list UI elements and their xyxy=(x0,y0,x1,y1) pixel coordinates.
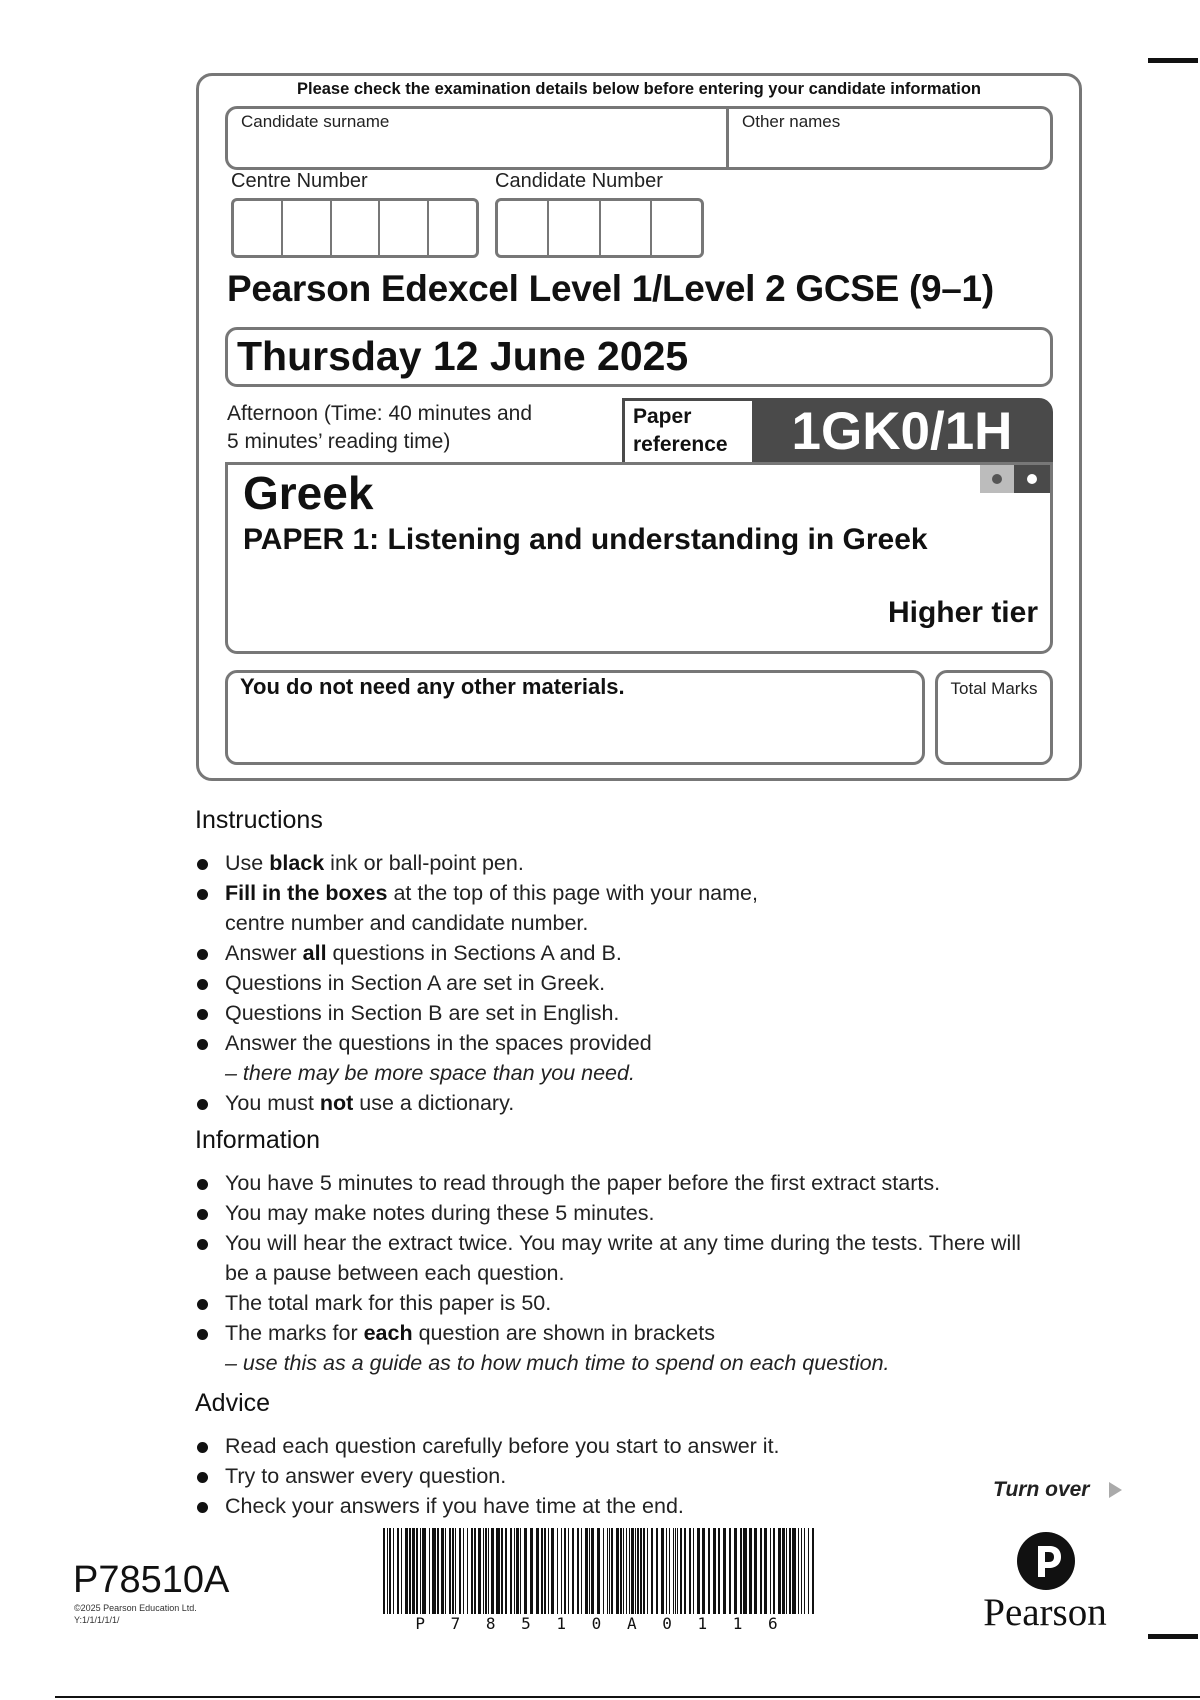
list-item: You will hear the extract twice. You may write at any time during the tests. There will be a pause between each question. xyxy=(195,1228,1095,1288)
list-item: Read each question carefully before you start to answer it. xyxy=(195,1431,955,1461)
candidate-digit-box[interactable] xyxy=(498,201,549,255)
barcode-bar xyxy=(491,1528,494,1614)
barcode-bar xyxy=(623,1528,624,1614)
materials-note: You do not need any other materials. xyxy=(240,674,625,699)
paper-reference-code: 1GK0/1H xyxy=(791,402,1013,461)
barcode-bar xyxy=(455,1528,456,1614)
list-item: Use black ink or ball-point pen. xyxy=(195,848,1095,878)
barcode-bar xyxy=(383,1528,385,1614)
barcode-bar xyxy=(474,1528,476,1614)
barcode-bar xyxy=(789,1528,791,1614)
barcode-bar xyxy=(669,1528,670,1614)
barcode-bar xyxy=(743,1528,747,1614)
centre-digit-box[interactable] xyxy=(234,201,283,255)
barcode-bar xyxy=(812,1528,814,1614)
paper-label-line1: Paper xyxy=(633,405,692,428)
barcode-bar xyxy=(505,1528,507,1614)
barcode-bar xyxy=(754,1528,757,1614)
barcode-bar xyxy=(718,1528,720,1614)
paper-title-text: Listening and understanding in Greek xyxy=(387,523,928,556)
centre-digit-box[interactable] xyxy=(332,201,381,255)
turn-over xyxy=(993,1478,1122,1502)
copyright: ©2025 Pearson Education Ltd. xyxy=(74,1603,197,1613)
list-item: Questions in Section A are set in Greek. xyxy=(195,968,1095,998)
barcode-text: P 7 8 5 1 0 A 0 1 1 6 xyxy=(415,1614,786,1633)
barcode-bar xyxy=(782,1528,785,1614)
barcode-bar xyxy=(693,1528,694,1614)
barcode-bar xyxy=(597,1528,600,1614)
barcode-bar xyxy=(429,1528,430,1614)
barcode-bar xyxy=(445,1528,446,1614)
barcode-bar xyxy=(656,1528,658,1614)
barcode-bar xyxy=(798,1528,799,1614)
barcode-bar xyxy=(631,1528,634,1614)
registration-mark-bottom xyxy=(1148,1634,1198,1639)
barcode-bar xyxy=(740,1528,742,1614)
barcode-bar xyxy=(572,1528,574,1614)
barcode-bar xyxy=(661,1528,664,1614)
barcode-bar xyxy=(485,1528,487,1614)
turn-over-label: Turn over xyxy=(993,1478,1090,1501)
barcode-bar xyxy=(401,1528,402,1614)
instructions-heading: Instructions xyxy=(195,806,323,834)
barcode-bar xyxy=(773,1528,775,1614)
barcode-bar xyxy=(629,1528,630,1614)
exam-date: Thursday 12 June 2025 xyxy=(237,333,689,379)
barcode-bar xyxy=(561,1528,562,1614)
barcode-bar xyxy=(452,1528,454,1614)
candidate-surname-label: Candidate surname xyxy=(241,112,390,131)
candidate-digit-box[interactable] xyxy=(601,201,652,255)
barcode-bar xyxy=(643,1528,645,1614)
barcode-bar xyxy=(524,1528,527,1614)
pearson-brand: Pearson xyxy=(983,1591,1107,1634)
paper-label-line2: reference xyxy=(633,433,728,456)
list-item: Answer all questions in Sections A and B. xyxy=(195,938,1095,968)
barcode-bar xyxy=(544,1528,546,1614)
paper-reference-label xyxy=(633,403,728,459)
list-item: Fill in the boxes at the top of this page with your name, centre number and candidate number. xyxy=(195,878,1095,938)
barcode-bar xyxy=(770,1528,771,1614)
registration-mark-top xyxy=(1148,58,1198,63)
centre-digit-box[interactable] xyxy=(283,201,332,255)
list-item: Questions in Section B are set in English. xyxy=(195,998,1095,1028)
barcode xyxy=(383,1528,818,1614)
barcode-bar xyxy=(808,1528,809,1614)
information-heading: Information xyxy=(195,1126,321,1154)
barcode-bar xyxy=(603,1528,604,1614)
candidate-digit-box[interactable] xyxy=(549,201,600,255)
barcode-bar xyxy=(557,1528,558,1614)
list-item: Answer the questions in the spaces provided – there may be more space than you need. xyxy=(195,1028,1095,1088)
barcode-bar xyxy=(536,1528,539,1614)
barcode-bar xyxy=(496,1528,500,1614)
barcode-bar xyxy=(478,1528,481,1614)
tier-label: Higher tier xyxy=(887,596,1038,629)
subject-title: Greek xyxy=(243,467,374,519)
barcode-bar xyxy=(689,1528,691,1614)
barcode-bar xyxy=(488,1528,489,1614)
barcode-bar xyxy=(620,1528,622,1614)
barcode-bar xyxy=(673,1528,674,1614)
barcode-bar xyxy=(548,1528,549,1614)
check-note: Please check the examination details below before entering your candidate information xyxy=(296,80,981,98)
barcode-bar xyxy=(647,1528,648,1614)
barcode-bar xyxy=(467,1528,468,1614)
barcode-bar xyxy=(412,1528,415,1614)
list-item: Try to answer every question. xyxy=(195,1461,955,1491)
barcode-bar xyxy=(422,1528,426,1614)
barcode-bar xyxy=(393,1528,394,1614)
barcode-bar xyxy=(520,1528,521,1614)
barcode-bar xyxy=(804,1528,805,1614)
barcode-bar xyxy=(483,1528,484,1614)
barcode-bar xyxy=(778,1528,781,1614)
centre-digit-box[interactable] xyxy=(380,201,429,255)
barcode-bar xyxy=(729,1528,731,1614)
barcode-bar xyxy=(589,1528,590,1614)
barcode-bar xyxy=(577,1528,579,1614)
barcode-bar xyxy=(702,1528,705,1614)
barcode-bar xyxy=(792,1528,796,1614)
barcode-bar xyxy=(749,1528,752,1614)
barcode-bar xyxy=(680,1528,682,1614)
candidate-number-label: Candidate Number xyxy=(495,170,663,192)
barcode-bar xyxy=(760,1528,762,1614)
barcode-bar xyxy=(637,1528,639,1614)
barcode-bar xyxy=(409,1528,411,1614)
name-divider xyxy=(726,106,729,170)
barcode-bar xyxy=(441,1528,444,1614)
barcode-bar xyxy=(510,1528,512,1614)
barcode-bar xyxy=(666,1528,667,1614)
barcode-bar xyxy=(786,1528,787,1614)
barcode-bar xyxy=(675,1528,676,1614)
session-time xyxy=(227,400,532,456)
session-time-line1: Afternoon (Time: 40 minutes and xyxy=(227,402,533,425)
barcode-bar xyxy=(611,1528,613,1614)
barcode-bar xyxy=(501,1528,503,1614)
barcode-bar xyxy=(387,1528,388,1614)
barcode-bar xyxy=(463,1528,464,1614)
centre-number-boxes[interactable] xyxy=(231,198,479,258)
session-time-line2: 5 minutes’ reading time) xyxy=(227,430,451,453)
paper-title xyxy=(243,523,928,557)
barcode-bar xyxy=(581,1528,582,1614)
barcode-bar xyxy=(516,1528,519,1614)
advice-heading: Advice xyxy=(195,1389,271,1417)
list-item: You must not use a dictionary. xyxy=(195,1088,1095,1118)
barcode-bar xyxy=(713,1528,716,1614)
barcode-bar xyxy=(551,1528,554,1614)
triangle-right-icon xyxy=(1109,1482,1122,1498)
barcode-bar xyxy=(397,1528,399,1614)
barcode-bar xyxy=(640,1528,642,1614)
list-item: You may make notes during these 5 minutes. xyxy=(195,1198,1095,1228)
barcode-bar xyxy=(764,1528,767,1614)
instructions-list xyxy=(195,848,1095,1118)
list-item: The marks for each question are shown in brackets – use this as a guide as to how much time to spend on each question. xyxy=(195,1318,1095,1378)
barcode-bar xyxy=(541,1528,543,1614)
total-marks-label: Total Marks xyxy=(950,679,1038,698)
barcode-bar xyxy=(471,1528,473,1614)
barcode-bar xyxy=(585,1528,588,1614)
centre-digit-box[interactable] xyxy=(429,201,476,255)
barcode-bar xyxy=(609,1528,610,1614)
barcode-bar xyxy=(591,1528,594,1614)
barcode-bar xyxy=(607,1528,608,1614)
paper-prefix: PAPER 1: xyxy=(243,523,380,556)
barcode-bar xyxy=(801,1528,802,1614)
barcode-bar xyxy=(697,1528,700,1614)
exam-board-title: Pearson Edexcel Level 1/Level 2 GCSE (9–1) xyxy=(227,268,994,309)
barcode-bar xyxy=(449,1528,451,1614)
barcode-bar xyxy=(564,1528,566,1614)
centre-number-label: Centre Number xyxy=(231,170,368,192)
list-item: The total mark for this paper is 50. xyxy=(195,1288,1095,1318)
barcode-bar xyxy=(616,1528,619,1614)
barcode-bar xyxy=(432,1528,436,1614)
barcode-bar xyxy=(420,1528,421,1614)
candidate-digit-box[interactable] xyxy=(652,201,701,255)
tab-dot-2 xyxy=(1027,474,1037,484)
barcode-bar xyxy=(734,1528,737,1614)
pearson-logo-icon xyxy=(1016,1530,1076,1592)
candidate-number-boxes[interactable] xyxy=(495,198,704,258)
barcode-bar xyxy=(568,1528,569,1614)
barcode-bar xyxy=(416,1528,418,1614)
print-code: Y:1/1/1/1/1/ xyxy=(74,1615,120,1625)
advice-list xyxy=(195,1431,955,1521)
barcode-bar xyxy=(530,1528,533,1614)
barcode-bar xyxy=(677,1528,678,1614)
barcode-bar xyxy=(389,1528,391,1614)
barcode-bar xyxy=(635,1528,636,1614)
information-list xyxy=(195,1168,1095,1378)
other-names-label: Other names xyxy=(742,112,841,131)
barcode-bar xyxy=(514,1528,515,1614)
barcode-bar xyxy=(684,1528,686,1614)
barcode-bar xyxy=(708,1528,710,1614)
bottom-rule xyxy=(55,1696,1200,1698)
barcode-bar xyxy=(626,1528,627,1614)
barcode-bar xyxy=(723,1528,726,1614)
paper-code: P78510A xyxy=(73,1559,230,1601)
barcode-bar xyxy=(405,1528,408,1614)
list-item: Check your answers if you have time at the end. xyxy=(195,1491,955,1521)
barcode-bar xyxy=(651,1528,653,1614)
list-item: You have 5 minutes to read through the paper before the first extract starts. xyxy=(195,1168,1095,1198)
barcode-bar xyxy=(437,1528,439,1614)
tab-dot-1 xyxy=(992,474,1002,484)
barcode-bar xyxy=(459,1528,461,1614)
